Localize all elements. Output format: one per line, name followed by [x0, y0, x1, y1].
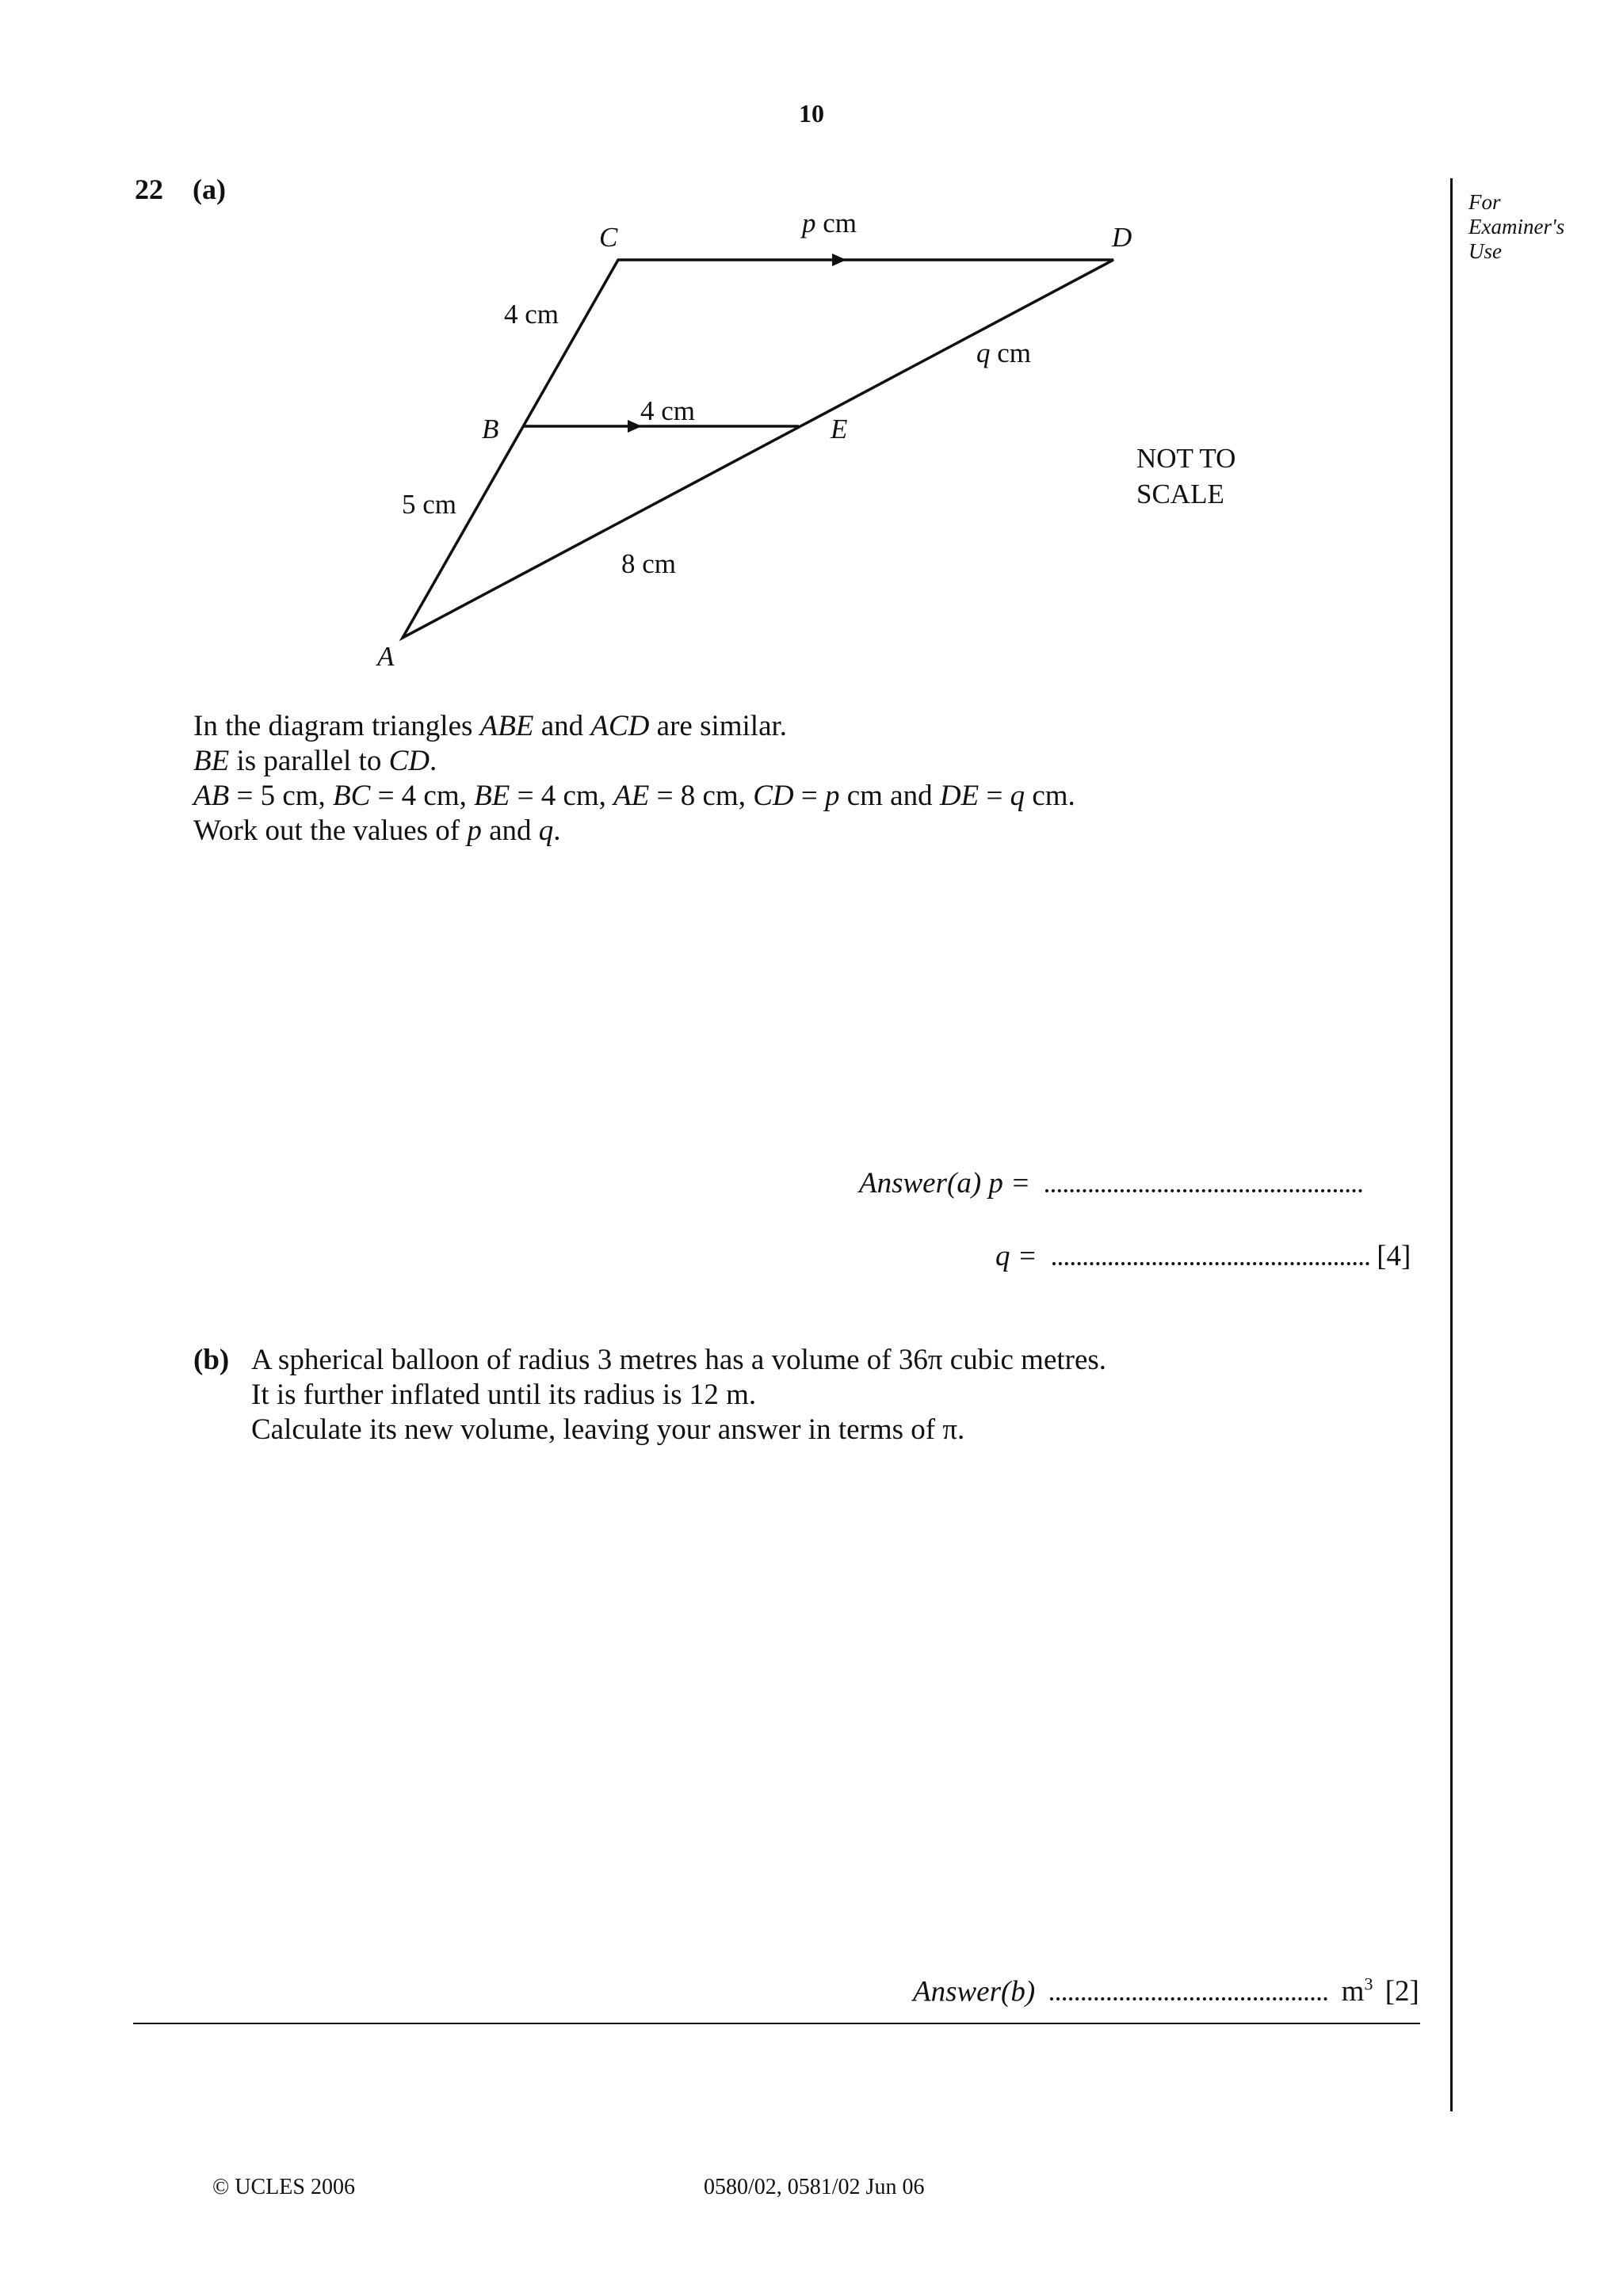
part-a-line-4: Work out the values of p and q. [193, 814, 561, 847]
answer-a-p-label: Answer(a) p = [859, 1167, 1031, 1199]
vertex-A: A [377, 641, 395, 672]
examiner-line-1: For [1468, 190, 1501, 214]
part-b-label: (b) [193, 1344, 230, 1376]
footer-paper-code: 0580/02, 0581/02 Jun 06 [704, 2175, 925, 2199]
answer-a-q-field[interactable] [1052, 1240, 1369, 1265]
label-cd-unit: cm [823, 208, 857, 238]
scale-note-line-2: SCALE [1136, 479, 1224, 509]
parallel-arrow-cd [832, 254, 846, 266]
part-a-label: (a) [193, 174, 226, 205]
vertex-D: D [1112, 222, 1132, 253]
answer-b-row [913, 1974, 1419, 2008]
answer-a-p-row [859, 1166, 1362, 1200]
part-b-line-1: A spherical balloon of radius 3 metres has a volume of 36π cubic metres. [251, 1344, 1107, 1376]
question-number: 22 [135, 174, 163, 205]
vertex-E: E [831, 414, 848, 444]
label-bc: 4 cm [504, 299, 559, 330]
label-cd [800, 208, 857, 238]
label-cd-var: p [802, 208, 816, 238]
answer-a-q-label: q = [995, 1240, 1037, 1272]
part-b-line-2: It is further inflated until its radius is 12 m. [251, 1379, 757, 1411]
scale-note-line-1: NOT TO [1136, 443, 1236, 474]
answer-a-p-field[interactable] [1045, 1167, 1362, 1192]
bottom-rule [133, 2023, 1420, 2024]
answer-b-field[interactable] [1050, 1975, 1327, 2000]
label-be: 4 cm [640, 395, 696, 426]
part-a-marks: [4] [1377, 1240, 1411, 1272]
similar-triangles-diagram [0, 0, 1623, 713]
examiner-line-2: Examiner's [1468, 215, 1565, 238]
label-de [976, 338, 1031, 368]
label-de-var: q [976, 338, 991, 368]
footer-copyright: © UCLES 2006 [212, 2175, 355, 2199]
answer-b-label: Answer(b) [913, 1975, 1036, 2008]
label-de-unit: cm [997, 338, 1032, 368]
part-b-line-3: Calculate its new volume, leaving your answer in terms of π. [251, 1413, 965, 1446]
vertex-B: B [482, 414, 499, 444]
label-ab: 5 cm [402, 489, 457, 520]
part-a-text [193, 709, 1075, 849]
part-a-line-1: In the diagram triangles ABE and ACD are similar. [193, 710, 788, 742]
page-number: 10 [799, 99, 824, 128]
answer-a-q-row [995, 1239, 1411, 1273]
examiner-line-3: Use [1468, 239, 1502, 263]
label-ae: 8 cm [621, 548, 677, 579]
answer-b-unit: $m^3$ [1341, 1974, 1373, 2008]
part-b-marks: [2] [1384, 1975, 1419, 2008]
part-a-line-2: BE is parallel to CD. [193, 745, 437, 777]
vertex-C: C [599, 222, 618, 253]
part-a-line-3: AB = 5 cm, BC = 4 cm, BE = 4 cm, AE = 8 cm, CD = p cm and DE = q cm. [193, 780, 1075, 812]
part-b-text [251, 1343, 1106, 1447]
